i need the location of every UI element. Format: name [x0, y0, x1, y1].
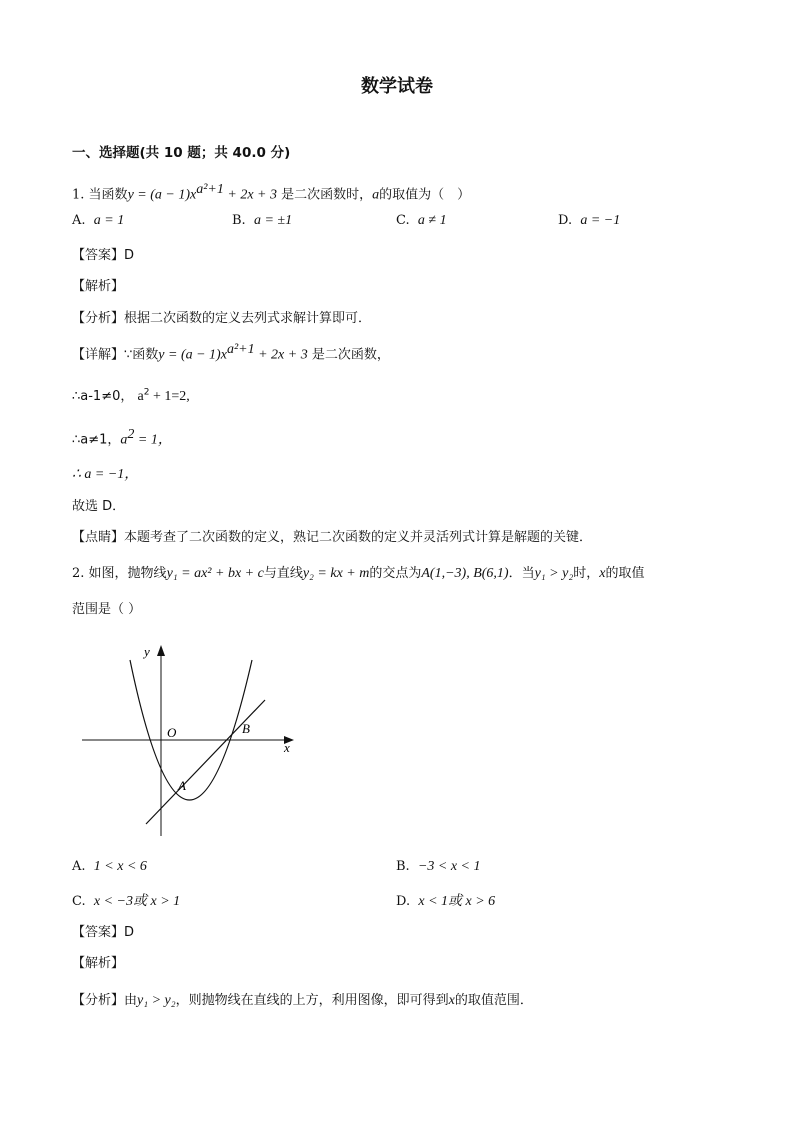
point-b-label: B — [242, 721, 250, 736]
q2-fenxi: 【分析】由y₁ > y₂，则抛物线在直线的上方，利用图像，即可得到x的取值范围． — [72, 993, 533, 1008]
q2-option-a[interactable]: A. 1 < x < 6 — [72, 859, 147, 874]
q1-option-c[interactable]: C. a ≠ 1 — [396, 213, 447, 228]
q2-stem-line2: 范围是（ ） — [72, 602, 142, 617]
q1-formula-tail: + 2x + 3 — [223, 187, 277, 203]
straight-line — [146, 700, 265, 824]
q1-formula: y = (a − 1)x — [127, 187, 197, 203]
q1-xiangjie: 【详解】∵函数$y = (a - 1)x^{a^2+1} + 2x + 3$ 是二次函数， — [72, 342, 390, 363]
q1-dianjing: 【点睛】本题考查了二次函数的定义，熟记二次函数的定义并灵活列式计算是解题的关键． — [72, 530, 593, 545]
q1-option-d[interactable]: D. a = −1 — [558, 213, 621, 228]
q1-analysis-label: 【解析】 — [72, 279, 125, 294]
q1-stem — [72, 182, 470, 203]
q1-step2: ∴a≠1，$a^2 = 1$， — [72, 427, 172, 448]
y-axis-label: y — [144, 644, 150, 659]
q1-option-a[interactable]: A. a = 1 — [72, 213, 125, 228]
q1-conclusion: 故选 D． — [72, 499, 126, 514]
q2-stem: 2. 如图，抛物线y₁ = ax² + bx + c与直线y₂ = kx + m的交点为A(1,−3), B(6,1)．当y₁ > y₂时，x的取值 — [72, 566, 645, 581]
q2-option-c[interactable]: C. x < −3或 x > 1 — [72, 894, 181, 909]
q1-var: a — [372, 187, 380, 203]
x-axis-label: x — [284, 740, 290, 755]
q1-number: 1. — [72, 187, 85, 203]
point-a-label: A — [178, 778, 186, 793]
q1-option-b[interactable]: B. a = ±1 — [232, 213, 293, 228]
q1-post: 是二次函数时， — [276, 187, 373, 203]
q1-step1: ∴a-1≠0， $a^2 + 1=2$, — [72, 387, 190, 404]
parabola-curve — [130, 660, 252, 800]
q1-fenxi: 【分析】根据二次函数的定义去列式求解计算即可． — [72, 311, 372, 326]
q2-option-d[interactable]: D. x < 1或 x > 6 — [396, 894, 496, 909]
q1-post2: 的取值为（ ） — [379, 187, 471, 203]
y-axis-arrow-icon — [157, 645, 165, 656]
q1-step3: ∴ a = −1， — [72, 467, 139, 482]
q2-answer: 【答案】D — [72, 925, 135, 940]
q1-exponent: a²+1 — [196, 182, 224, 197]
section-heading: 一、选择题(共 10 题；共 40.0 分) — [72, 145, 291, 161]
page-title: 数学试卷 — [361, 76, 433, 97]
q2-graph — [78, 640, 303, 840]
q2-analysis-label: 【解析】 — [72, 956, 125, 971]
q2-option-b[interactable]: B. −3 < x < 1 — [396, 859, 481, 874]
q1-answer: 【答案】D — [72, 248, 135, 263]
origin-label: O — [167, 725, 177, 740]
q1-pre: 当函数 — [88, 187, 128, 203]
